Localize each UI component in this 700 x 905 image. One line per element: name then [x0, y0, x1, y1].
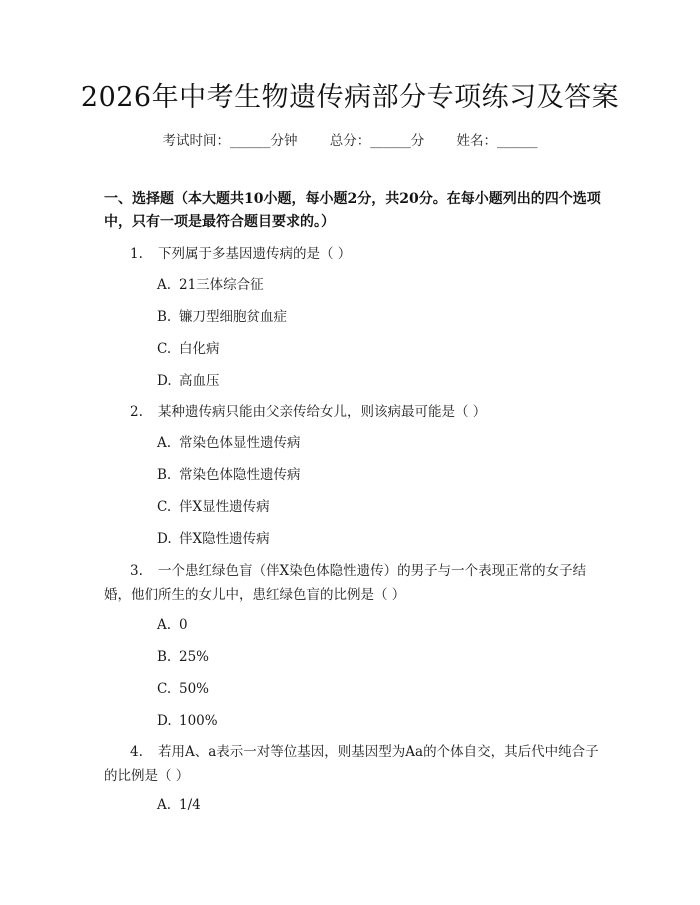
question-text: 下列属于多基因遗传病的是（ ） [158, 246, 352, 262]
question-1-option-c [157, 338, 597, 360]
question-4-option-a [157, 794, 597, 816]
question-text: 若用A、a表示一对等位基因，则基因型为Aa的个体自交，其后代中纯合子的比例是（ ） [104, 744, 599, 784]
document-title: 2026年中考生物遗传病部分专项练习及答案 [80, 82, 620, 113]
option-letter: B. [157, 309, 172, 325]
question-text: 一个患红绿色盲（伴X染色体隐性遗传）的男子与一个表现正常的女子结婚，他们所生的女儿中，患红绿色盲的比例是（ ） [104, 563, 587, 603]
option-text: 0 [179, 617, 188, 633]
option-text: 100% [179, 713, 218, 729]
option-text: 1/4 [179, 797, 201, 813]
student-name-blank: ______ [497, 133, 538, 149]
question-number: 3. [130, 563, 143, 579]
question-3-option-d [157, 710, 597, 732]
option-letter: C. [157, 681, 172, 697]
exam-time-label: 考试时间： [162, 133, 230, 149]
section-heading: 一、选择题（本大题共10小题，每小题2分，共20分。在每小题列出的四个选项中，只有一项是最符合题目要求的。） [104, 191, 601, 230]
question-2-option-d [157, 528, 597, 550]
option-text: 常染色体隐性遗传病 [179, 467, 301, 483]
student-name [457, 130, 538, 152]
option-letter: D. [157, 713, 172, 729]
question-3-option-c [157, 678, 597, 700]
question-text: 某种遗传病只能由父亲传给女儿，则该病最可能是（ ） [158, 404, 487, 420]
exam-info-line [0, 130, 700, 152]
total-score-unit: 分 [410, 133, 425, 149]
question-number: 4. [130, 744, 143, 760]
exam-time [162, 130, 297, 152]
option-letter: B. [157, 649, 172, 665]
option-text: 伴X显性遗传病 [179, 499, 270, 515]
option-text: 白化病 [179, 341, 220, 357]
option-letter: A. [157, 435, 172, 451]
exam-time-blank: ______ [229, 133, 271, 149]
question-3-option-a [157, 614, 597, 636]
question-2-option-a [157, 432, 597, 454]
option-letter: D. [157, 531, 172, 547]
total-score-label: 总分： [329, 133, 371, 149]
question-1-option-a [157, 274, 597, 296]
option-text: 常染色体显性遗传病 [179, 435, 301, 451]
student-name-label: 姓名： [456, 133, 498, 149]
option-text: 21三体综合征 [179, 277, 264, 293]
option-text: 25% [179, 649, 210, 665]
question-3-option-b [157, 646, 597, 668]
question-number: 2. [130, 404, 143, 420]
question-number: 1. [130, 246, 143, 262]
option-text: 50% [179, 681, 210, 697]
question-1-option-d [157, 370, 597, 392]
question-3 [104, 559, 604, 607]
exam-time-unit: 分钟 [270, 133, 298, 149]
question-4 [104, 740, 604, 788]
question-1-option-b [157, 306, 597, 328]
option-letter: D. [157, 373, 172, 389]
question-2 [104, 400, 604, 424]
option-letter: B. [157, 467, 172, 483]
option-text: 高血压 [179, 373, 220, 389]
total-score-blank: ______ [370, 133, 411, 149]
option-letter: C. [157, 341, 172, 357]
option-letter: A. [157, 797, 172, 813]
total-score [330, 130, 425, 152]
option-letter: A. [157, 277, 172, 293]
option-letter: A. [157, 617, 172, 633]
option-text: 镰刀型细胞贫血症 [179, 309, 287, 325]
option-letter: C. [157, 499, 172, 515]
option-text: 伴X隐性遗传病 [179, 531, 270, 547]
question-2-option-c [157, 496, 597, 518]
question-1 [104, 242, 604, 266]
question-2-option-b [157, 464, 597, 486]
